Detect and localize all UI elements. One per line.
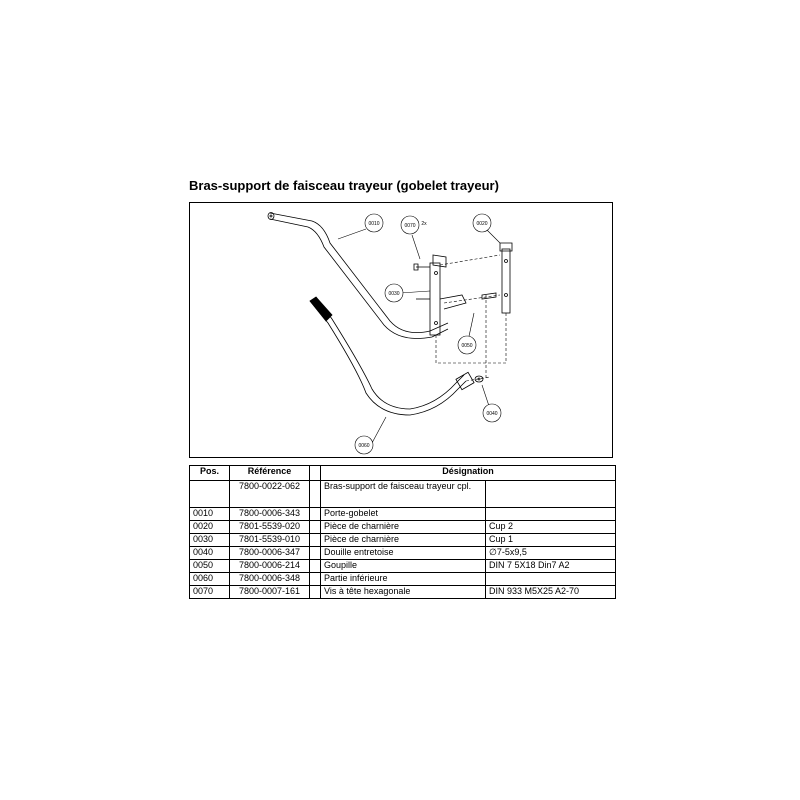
row-spacer (310, 534, 321, 547)
table-header-row (190, 466, 616, 481)
table-row (190, 586, 616, 599)
row-designation: Porte-gobelet (321, 508, 486, 521)
row-reference: 7800-0022-062 (230, 481, 310, 508)
row-pos: 0030 (190, 534, 230, 547)
row-pos: 0020 (190, 521, 230, 534)
header-reference: Référence (230, 466, 310, 481)
row-designation: Bras-support de faisceau trayeur cpl. (321, 481, 486, 508)
table-row (190, 547, 616, 560)
row-spec (486, 508, 616, 521)
row-designation: Douille entretoise (321, 547, 486, 560)
row-spacer (310, 560, 321, 573)
callout-0030-label: 0030 (388, 291, 400, 297)
row-reference: 7800-0006-348 (230, 573, 310, 586)
row-pos: 0040 (190, 547, 230, 560)
row-spec: DIN 933 M5X25 A2-70 (486, 586, 616, 599)
row-reference: 7800-0006-347 (230, 547, 310, 560)
callout-0070-qty: 2x (421, 221, 427, 227)
callout-0010-label: 0010 (368, 221, 380, 227)
row-designation: Pièce de charnière (321, 534, 486, 547)
callout-layer (190, 203, 614, 459)
callout-0060-label: 0060 (358, 443, 370, 449)
row-spacer (310, 481, 321, 508)
row-spec (486, 481, 616, 508)
header-spacer (310, 466, 321, 481)
row-spacer (310, 586, 321, 599)
row-pos (190, 481, 230, 508)
row-reference: 7800-0006-214 (230, 560, 310, 573)
row-designation: Vis à tête hexagonale (321, 586, 486, 599)
row-designation: Partie inférieure (321, 573, 486, 586)
document-title: Bras-support de faisceau trayeur (gobelet trayeur) (189, 178, 499, 193)
parts-table (189, 465, 616, 599)
row-spacer (310, 521, 321, 534)
callout-0040-label: 0040 (486, 411, 498, 417)
row-spacer (310, 508, 321, 521)
table-row (190, 521, 616, 534)
row-pos: 0070 (190, 586, 230, 599)
callout-0070-label: 0070 (404, 223, 416, 229)
table-row (190, 573, 616, 586)
row-spec (486, 573, 616, 586)
table-row (190, 481, 616, 508)
row-spec: Cup 1 (486, 534, 616, 547)
row-spec: Cup 2 (486, 521, 616, 534)
table-row (190, 534, 616, 547)
header-pos: Pos. (190, 466, 230, 481)
callout-0020-label: 0020 (476, 221, 488, 227)
row-reference: 7801-5539-020 (230, 521, 310, 534)
exploded-parts-drawing (189, 202, 613, 458)
row-spec: DIN 7 5X18 Din7 A2 (486, 560, 616, 573)
row-reference: 7800-0006-343 (230, 508, 310, 521)
row-reference: 7801-5539-010 (230, 534, 310, 547)
row-pos: 0010 (190, 508, 230, 521)
table-row (190, 560, 616, 573)
row-spacer (310, 547, 321, 560)
header-designation: Désignation (321, 466, 616, 481)
table-row (190, 508, 616, 521)
row-pos: 0060 (190, 573, 230, 586)
row-spacer (310, 573, 321, 586)
row-spec: ∅7-5x9,5 (486, 547, 616, 560)
row-designation: Goupille (321, 560, 486, 573)
row-designation: Pièce de charnière (321, 521, 486, 534)
row-reference: 7800-0007-161 (230, 586, 310, 599)
callout-0050-label: 0050 (461, 343, 473, 349)
row-pos: 0050 (190, 560, 230, 573)
